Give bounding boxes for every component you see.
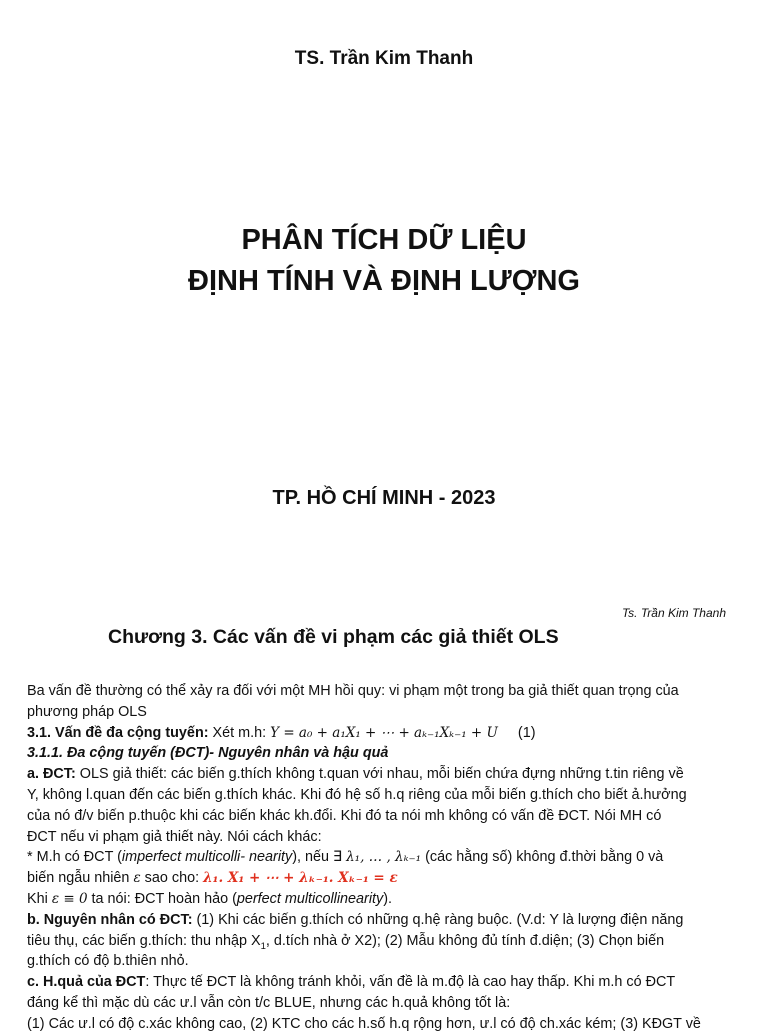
para-b-line-1 [27, 910, 747, 931]
para-c-label: c. H.quả của ĐCT [27, 974, 146, 991]
para-a-6-pre: biến ngẫu nhiên [27, 870, 134, 887]
chapter-title: Chương 3. Các vấn đề vi phạm các giả thiết OLS [108, 626, 559, 648]
para-a-6-mid: sao cho: [140, 870, 204, 887]
slide-body [27, 681, 747, 1035]
para-b-line-2 [27, 931, 747, 952]
title-line-1: PHÂN TÍCH DỮ LIỆU [241, 224, 527, 256]
para-a-line-1 [27, 764, 747, 785]
para-a-line-7 [27, 889, 747, 910]
section-3-1-text: Xét m.h: [208, 724, 271, 741]
para-c-line-3: (1) Các ư.l có độ c.xác không cao, (2) KTC cho các h.số h.q rộng hơn, ư.l có độ ch.xác kém; (3) KĐGT về [27, 1015, 701, 1032]
model-equation: Y = a₀ + a₁X₁ + ⋯ + aₖ₋₁Xₖ₋₁ + U [270, 724, 498, 741]
para-b-label: b. Nguyên nhân có ĐCT: [27, 911, 193, 928]
para-a-5-post: (các hằng số) không đ.thời bằng 0 và [421, 849, 664, 866]
intro-line-2: phương pháp OLS [27, 703, 147, 720]
epsilon-symbol: ε [133, 870, 141, 887]
para-c-line-2: đáng kể thì mặc dù các ư.l vẫn còn t/c BLUE, nhưng các h.quả không tốt là: [27, 994, 511, 1011]
city-year: TP. HỒ CHÍ MINH - 2023 [272, 487, 496, 509]
para-b-2-post: , d.tích nhà ở X2); (2) Mẫu không đủ tính đ.diện; (3) Chọn biến [265, 932, 665, 949]
epsilon-zero: ε ≡ 0 [51, 890, 88, 907]
para-a-text-1: OLS giả thiết: các biến g.thích không t.quan với nhau, mỗi biến chứa đựng những t.tin riêng về [75, 766, 684, 783]
lambda-list: λ₁, … , λₖ₋₁ [346, 849, 422, 866]
para-a-label: a. ĐCT: [27, 766, 76, 783]
section-3-1-1: 3.1.1. Đa cộng tuyến (ĐCT)- Nguyên nhân và hậu quả [27, 745, 389, 762]
para-a-7-mid: ta nói: ĐCT hoàn hảo ( [87, 890, 237, 907]
para-a-line-2: Y, không l.quan đến các biến g.thích khác. Khi đó hệ số h.q riêng của mỗi biến g.thích cho biết ả.hưởng [27, 786, 687, 803]
para-b-line-3: g.thích có độ b.thiên nhỏ. [27, 953, 189, 970]
para-c-line-1 [27, 972, 747, 993]
para-a-7-pre: Khi [27, 890, 52, 907]
equation-number: (1) [517, 724, 536, 741]
para-a-5-italic: imperfect multicolli- nearity [121, 849, 293, 866]
section-3-1-label: 3.1. Vấn đề đa cộng tuyến: [27, 724, 209, 741]
slide-author-tag: Ts. Trần Kim Thanh [621, 606, 726, 620]
para-a-line-4: ĐCT nếu vi phạm giả thiết này. Nói cách khác: [27, 828, 322, 845]
para-b-2-pre: tiêu thụ, các biến g.thích: thu nhập X [27, 932, 261, 949]
intro-line-1: Ba vấn đề thường có thể xảy ra đối với một MH hồi quy: vi phạm một trong ba giả thiết quan trọng của [27, 683, 679, 699]
title-line-2: ĐỊNH TÍNH VÀ ĐỊNH LƯỢNG [188, 265, 580, 297]
para-b-2-sub: 1 [260, 940, 266, 952]
para-a-7-italic: perfect multicollinearity [236, 890, 384, 907]
collinearity-equation: λ₁. X₁ + ⋯ + λₖ₋₁. Xₖ₋₁ = ε [203, 870, 398, 887]
para-a-5-mid: ), nếu ∃ [292, 849, 347, 866]
para-a-7-post: ). [383, 890, 393, 907]
para-a-line-6 [27, 868, 747, 889]
para-a-line-5 [27, 847, 747, 868]
section-3-1 [27, 723, 747, 744]
para-c-text-1: : Thực tế ĐCT là không tránh khỏi, vấn đề là m.độ là cao hay thấp. Khi m.h có ĐCT [145, 974, 676, 991]
author-name: TS. Trần Kim Thanh [294, 48, 474, 69]
para-a-line-3: của nó đ/v biến p.thuộc khi các biến khác kh.đổi. Khi đó ta nói mh không có vấn đề ĐCT. Nói MH có [27, 807, 662, 824]
para-a-5-pre: * M.h có ĐCT ( [27, 849, 122, 866]
para-b-text-1: (1) Khi các biến g.thích có những q.hệ ràng buộc. (V.d: Y là lượng điện năng [192, 911, 684, 928]
